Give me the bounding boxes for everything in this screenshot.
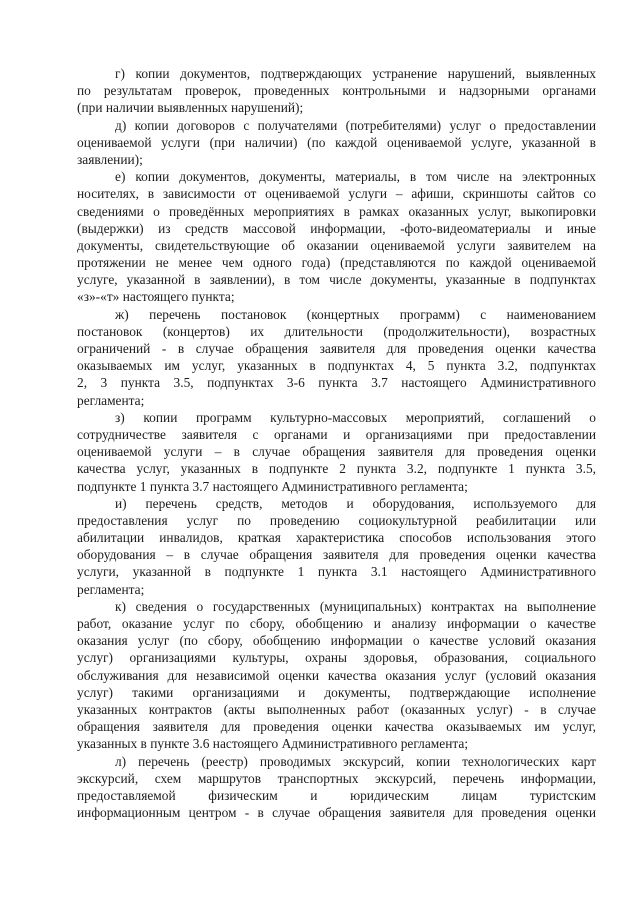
text-line: к) сведения о государственных (муниципальных) контрактах на выполнение — [115, 598, 596, 614]
text-line: качества услуг, указанных в подпункте 2 пункта 3.2, подпункте 1 пункта 3.5, — [77, 461, 596, 477]
text-line: экскурсий, схем маршрутов транспортных экскурсий, перечень информации, — [77, 770, 596, 786]
text-line: услуге, указанной в заявлении), в том числе документы, указанные в подпунктах — [77, 272, 596, 288]
text-line: г) копии документов, подтверждающих устранение нарушений, выявленных — [115, 66, 596, 81]
text-line: регламента; — [77, 392, 145, 408]
text-line: ограничений - в случае обращения заявителя для проведения оценки качества — [77, 341, 596, 356]
paragraph-g — [77, 65, 596, 117]
text-line: заявлении); — [77, 151, 143, 167]
text-line: сотрудничестве заявителя с органами и организациями при предоставлении — [77, 426, 596, 442]
text-line: оцениваемой услуги (при наличии) (по каждой оцениваемой услуге, указанной в — [77, 134, 596, 150]
text-line: оцениваемой услуги – в случае обращения заявителя для проведения оценки — [77, 444, 596, 460]
text-line: обращения заявителя для проведения оценки качества оказываемых им услуг, — [77, 719, 596, 735]
document-page — [77, 65, 596, 821]
text-line: носителях, в зависимости от оцениваемой услуги – афиши, скриншоты сайтов со — [77, 186, 596, 202]
text-line: указанных в пункте 3.6 настоящего Административного регламента; — [77, 736, 469, 752]
text-line: предоставления услуг по проведению социокультурной реабилитации или — [77, 512, 596, 528]
text-line: услуги, указанной в подпункте 1 пункта 3.1 настоящего Административного — [77, 564, 596, 580]
text-line: 2, 3 пункта 3.5, подпунктах 3-6 пункта 3.7 настоящего Административного — [77, 375, 596, 391]
text-line: л) перечень (реестр) проводимых экскурсий, копии технологических карт — [115, 753, 596, 769]
text-line: постановок (концертов) их длительности (продолжительности), возрастных — [77, 323, 596, 339]
text-line: оборудования – в случае обращения заявителя для проведения оценки качества — [77, 547, 596, 563]
paragraph-l — [77, 753, 596, 822]
text-line: по результатам проверок, проведенных контрольными и надзорными органами — [77, 83, 596, 99]
text-line: оказываемых им услуг, указанных в подпунктах 4, 5 пункта 3.2, подпунктах — [77, 358, 596, 374]
text-line: указанных контрактов (акты выполненных работ (оказанных услуг) - в случае — [77, 701, 596, 717]
text-line: сведениями о проведённых мероприятиях в рамках оказанных услуг, выкопировки — [77, 203, 596, 219]
text-line: з) копии программ культурно-массовых мероприятий, соглашений о — [115, 409, 596, 425]
text-line: протяжении не менее чем одного года) (представляются по каждой оцениваемой — [77, 255, 596, 271]
text-line: предоставляемой физическим и юридическим лицам туристским — [77, 787, 596, 803]
paragraph-e — [77, 168, 596, 306]
text-line: ж) перечень постановок (концертных программ) с наименованием — [115, 306, 596, 322]
text-line: абилитации инвалидов, краткая характеристика способов использования этого — [77, 530, 596, 546]
paragraph-z — [77, 409, 596, 495]
paragraph-d — [77, 117, 596, 169]
text-line: (при наличии выявленных нарушений); — [77, 100, 304, 116]
paragraph-i — [77, 495, 596, 598]
text-line: (выдержки) из средств массовой информации, -фото-видеоматериалы и иные — [77, 220, 596, 236]
paragraph-zh — [77, 306, 596, 409]
text-line: «з»-«т» настоящего пункта; — [77, 289, 235, 305]
text-line: е) копии документов, документы, материалы, в том числе на электронных — [115, 169, 596, 185]
text-line: работ, оказание услуг по сбору, обобщению и анализу информации о качестве — [77, 616, 596, 631]
text-line: информационным центром - в случае обращения заявителя для проведения оценки — [77, 805, 596, 821]
paragraph-k — [77, 598, 596, 753]
text-line: д) копии договоров с получателями (потребителями) услуг о предоставлении — [115, 117, 596, 133]
text-line: документы, свидетельствующие об оказании оцениваемой услуги заявителем на — [77, 237, 596, 253]
text-line: оказания услуг (по сбору, обобщению информации о качестве условий оказания — [77, 633, 596, 649]
text-line: услуг) организациями культуры, охраны здоровья, образования, социального — [77, 650, 596, 666]
text-line: услуг) такими организациями и документы, подтверждающие исполнение — [77, 684, 596, 700]
text-line: и) перечень средств, методов и оборудования, используемого для — [115, 495, 596, 511]
text-line: регламента; — [77, 581, 145, 597]
text-line: подпункте 1 пункта 3.7 настоящего Административного регламента; — [77, 478, 468, 494]
text-line: обслуживания для независимой оценки качества оказания услуг (условий оказания — [77, 667, 596, 683]
